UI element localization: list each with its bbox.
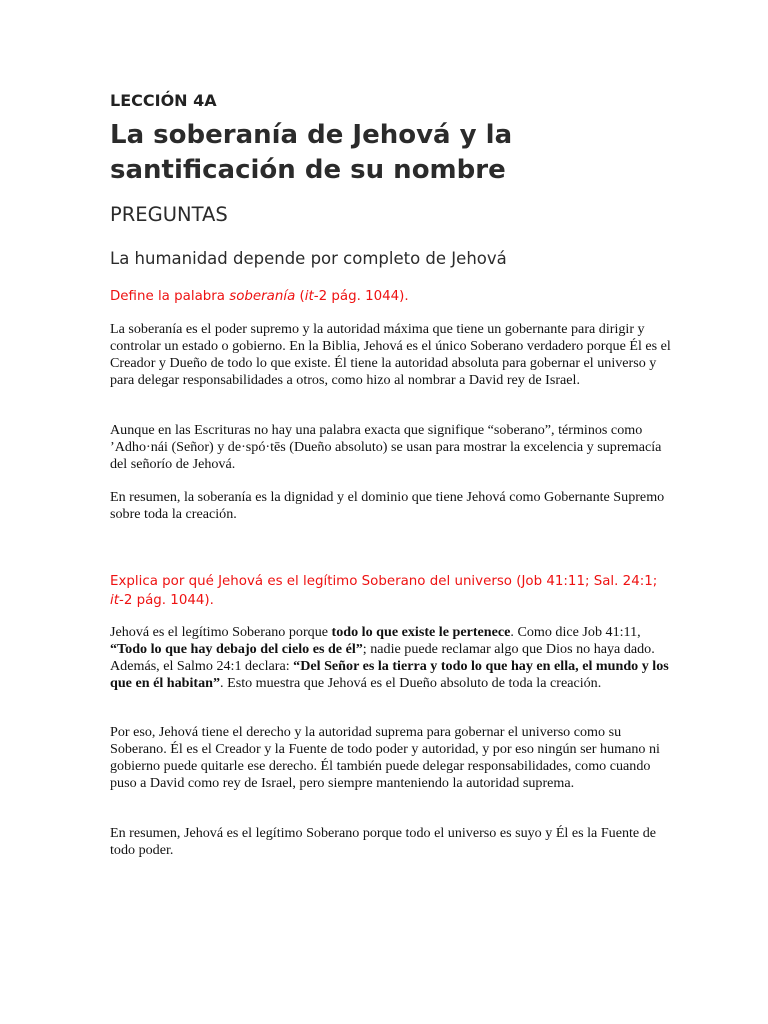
- question-1-ref-open: (: [295, 289, 305, 304]
- answer-2-paragraph-1: [110, 624, 672, 692]
- subsection-heading: La humanidad depende por completo de Jehová: [110, 249, 507, 268]
- question-1: [110, 287, 670, 306]
- question-1-ref-book: it: [304, 289, 314, 304]
- lesson-title: La soberanía de Jehová y la santificación de su nombre: [110, 120, 513, 185]
- answer-2-p1-e: ; nadie puede reclamar algo que Dios no haya dado. Además, el Salmo 24:1 declara:: [110, 641, 655, 674]
- answer-1-paragraph-1: La soberanía es el poder supremo y la autoridad máxima que tiene un gobernante para dirigir y controlar un estado o gobierno. En la Biblia, Jehová es el único Soberano verdadero porque Él es el Creador y Dueño de todo lo que existe. Él tiene la autoridad absoluta para gobernar el universo y para delegar responsabilidades a otros, como hizo al nombrar a David rey de Israel.: [110, 321, 671, 388]
- question-1-term: soberanía: [229, 289, 296, 304]
- section-heading: PREGUNTAS: [110, 203, 228, 226]
- question-2-text: Explica por qué Jehová es el legítimo Soberano del universo (Job 41:11; Sal. 24:1;: [110, 574, 658, 589]
- answer-2-p1-g: . Esto muestra que Jehová es el Dueño absoluto de toda la creación.: [220, 675, 602, 691]
- question-1-ref-rest: -2 pág. 1044).: [313, 289, 409, 304]
- question-2-ref-book: it: [110, 593, 119, 608]
- question-1-prefix: Define la palabra: [110, 289, 230, 304]
- question-2-ref-rest: -2 pág. 1044).: [118, 593, 214, 608]
- answer-2-paragraph-2: Por eso, Jehová tiene el derecho y la autoridad suprema para gobernar el universo como su Soberano. Él es el Creador y la Fuente de todo poder y autoridad, y por eso ningún ser humano ni gobierno puede quitarle ese derecho. Él también puede delegar responsabilidades, como cuando puso a David como rey de Israel, pero siempre manteniendo la autoridad suprema.: [110, 724, 660, 791]
- answer-2-p1-bold-b: todo lo que existe le pertenece: [331, 624, 511, 640]
- answer-1-paragraph-3: En resumen, la soberanía es la dignidad y el dominio que tiene Jehová como Gobernante Supremo sobre toda la creación.: [110, 489, 665, 522]
- answer-2-p1-c: . Como dice Job 41:11,: [510, 624, 641, 640]
- lesson-label: LECCIÓN 4A: [110, 91, 217, 110]
- question-2: [110, 572, 670, 610]
- answer-1-paragraph-2: Aunque en las Escrituras no hay una palabra exacta que signifique “soberano”, términos como ’Adho·nái (Señor) y de·spó·tēs (Dueño absoluto) se usan para mostrar la excelencia y supremacía del señorío de Jehová.: [110, 422, 662, 472]
- answer-2-p1-bold-d: “Todo lo que hay debajo del cielo es de él”: [110, 641, 363, 657]
- answer-2-p1-bold-f: “Del Señor es la tierra y todo lo que hay en ella, el mundo y los que en él habitan”: [110, 658, 669, 691]
- answer-2-paragraph-3: En resumen, Jehová es el legítimo Soberano porque todo el universo es suyo y Él es la Fuente de todo poder.: [110, 825, 657, 858]
- answer-2-p1-a: Jehová es el legítimo Soberano porque: [110, 624, 332, 640]
